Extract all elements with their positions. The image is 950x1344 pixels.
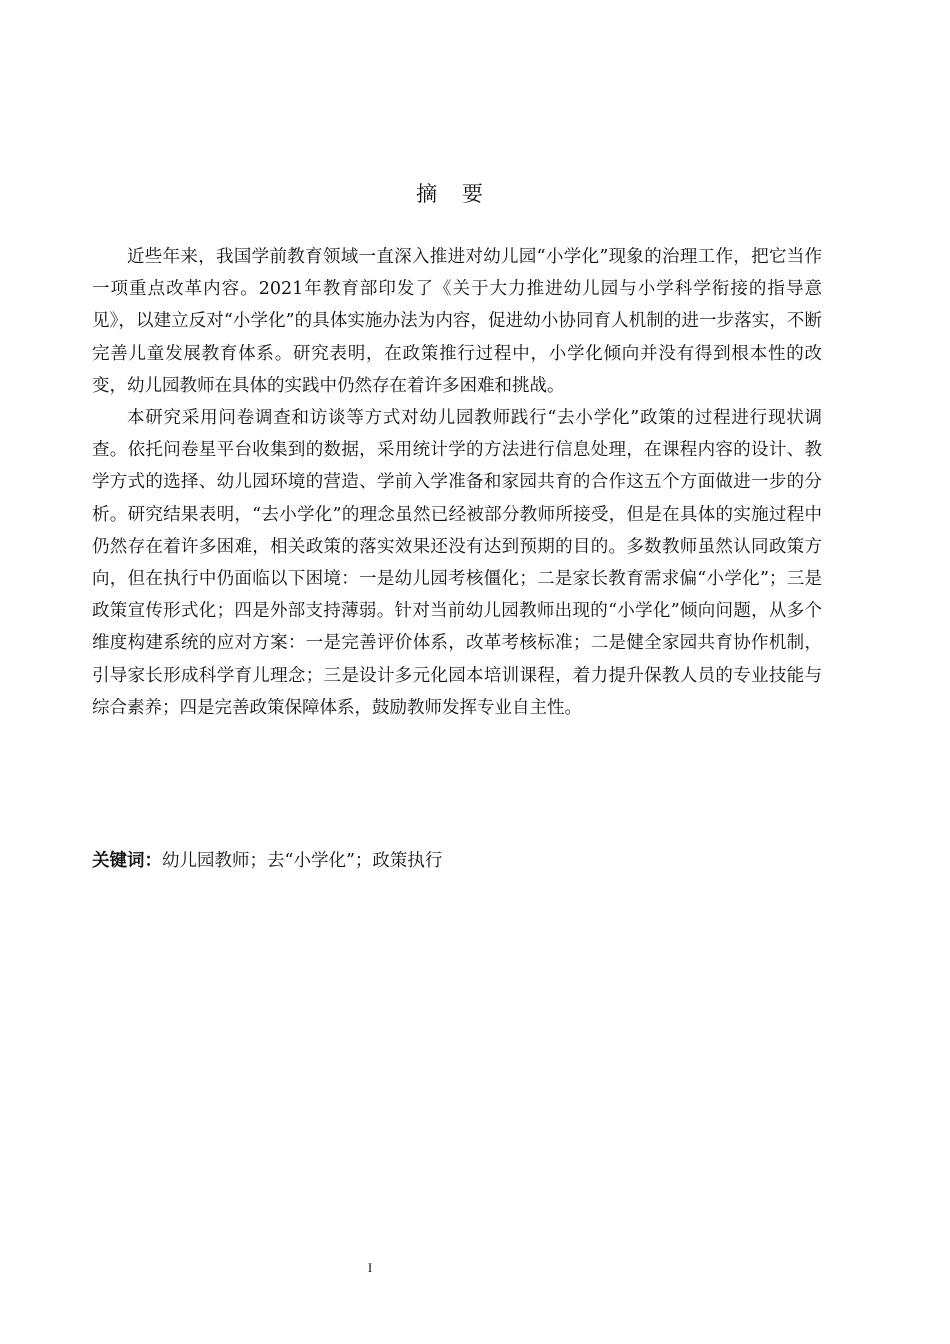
keywords-label: 关键词： (92, 851, 162, 871)
page-number: I (367, 1260, 373, 1275)
abstract-paragraph: 本研究采用问卷调查和访谈等方式对幼儿园教师践行“去小学化”政策的过程进行现状调查。依托问卷星平台收集到的数据，采用统计学的方法进行信息处理，在课程内容的设计、教学方式的选择、幼儿园环境的营造、学前入学准备和家园共育的合作这五个方面做进一步的分析。研究结果表明，“去小学化”的理念虽然已经被部分教师所接受，但是在具体的实施过程中仍然存在着许多困难，相关政策的落实效果还没有达到预期的目的。多数教师虽然认同政策方向，但在执行中仍面临以下困境：一是幼儿园考核僵化；二是家长教育需求偏“小学化”；三是政策宣传形式化；四是外部支持薄弱。针对当前幼儿园教师出现的“小学化”倾向问题，从多个维度构建系统的应对方案：一是完善评价体系，改革考核标准；二是健全家园共育协作机制，引导家长形成科学育儿理念；三是设计多元化园本培训课程，着力提升保教人员的专业技能与综合素养；四是完善政策保障体系，鼓励教师发挥专业自主性。 (92, 408, 822, 718)
keywords-text: 幼儿园教师；去“小学化”；政策执行 (162, 851, 443, 871)
keywords-line (92, 845, 822, 877)
abstract-paragraph: 近些年来，我国学前教育领域一直深入推进对幼儿园“小学化”现象的治理工作，把它当作一项重点改革内容。2021年教育部印发了《关于大力推进幼儿园与小学科学衔接的指导意见》，以建立反对“小学化”的具体实施办法为内容，促进幼小协同育人机制的进一步落实，不断完善儿童发展教育体系。研究表明，在政策推行过程中，小学化倾向并没有得到根本性的改变，幼儿园教师在具体的实践中仍然存在着许多困难和挑战。 (92, 247, 822, 396)
abstract-title: 摘 要 (416, 182, 492, 206)
abstract-body (92, 241, 822, 724)
